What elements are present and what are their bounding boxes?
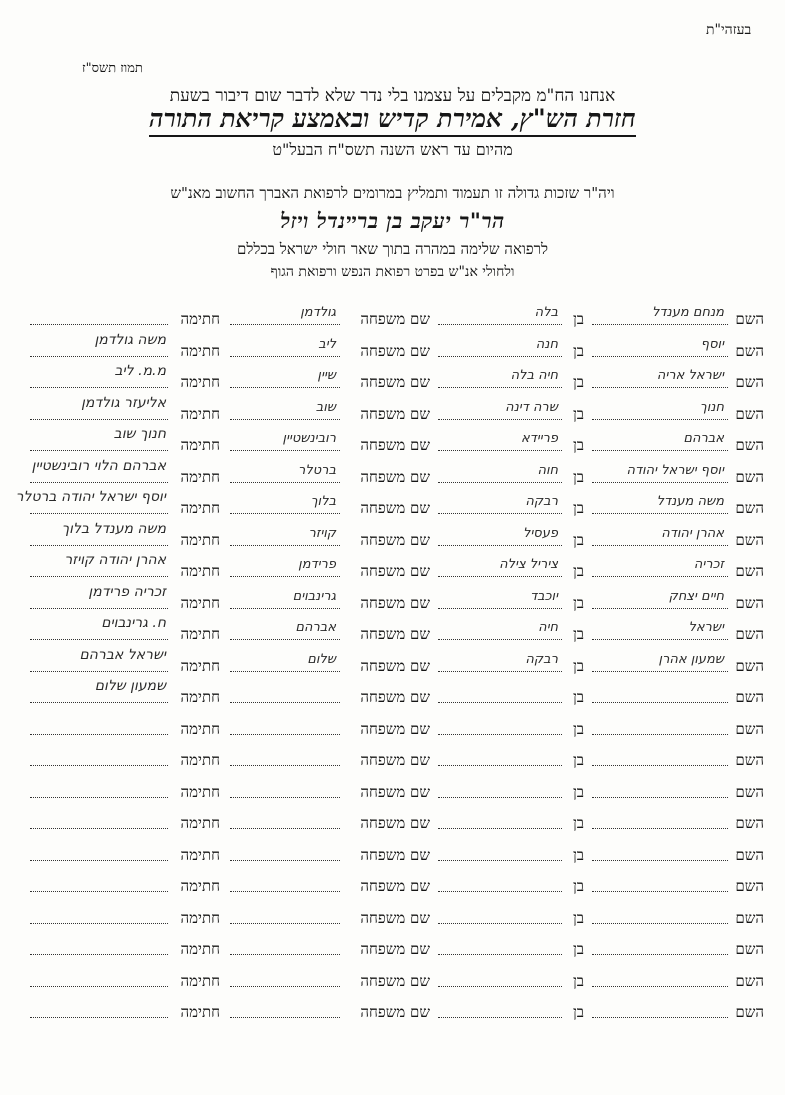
family-label: שם משפחה [360, 341, 430, 360]
family-entry: גרינבוים [292, 588, 336, 604]
signature-entry: משה גולדמן [94, 331, 166, 348]
ben-line [438, 877, 562, 892]
family-line [230, 783, 340, 798]
patient-name: הר"ר יעקב בן ברײנדל ויזל [280, 208, 505, 233]
ben-line [438, 783, 562, 798]
ben-entry: פעסיל [523, 525, 558, 541]
ben-label: בן [572, 1003, 584, 1021]
family-label: שם משפחה [360, 656, 430, 675]
family-entry: קויזר [308, 525, 336, 541]
table-row [28, 844, 764, 866]
signature-entry: יוסף ישראל יהודה ברטלר [15, 489, 166, 505]
family-label: שם משפחה [360, 908, 430, 927]
family-label: שם משפחה [360, 310, 430, 328]
name-label: השם [735, 971, 764, 990]
name-label: השם [735, 814, 764, 832]
signature-label: חתימה [180, 404, 220, 423]
ben-entry: חיה [538, 620, 558, 635]
ben-line [438, 972, 562, 987]
table-row [15, 489, 764, 519]
signature-line [30, 940, 168, 955]
signature-line [30, 751, 168, 766]
ben-line [438, 814, 562, 829]
family-label: שם משפחה [360, 719, 430, 738]
table-row [28, 583, 764, 614]
ben-label: בן [572, 373, 584, 391]
ben-label: בן [572, 751, 584, 769]
name-entry: ישראל אריה [656, 368, 724, 383]
family-label: שם משפחה [360, 373, 430, 391]
table-row [28, 812, 764, 834]
healing-line-2: ולחולי אנ"ש בפרט רפואת הנפש ורפואת הגוף [270, 264, 515, 280]
family-entry: שלום [307, 651, 336, 667]
ben-entry: רבקה [525, 494, 558, 509]
family-entry: אברהם [295, 620, 336, 635]
ben-label: בן [572, 530, 584, 549]
name-label: השם [735, 908, 764, 927]
signature-label: חתימה [180, 845, 220, 864]
signature-entry: משה מענדל בלוך [61, 520, 166, 537]
signature-label: חתימה [180, 688, 220, 706]
ben-label: בן [572, 562, 584, 580]
signature-label: חתימה [180, 310, 220, 328]
signature-label: חתימה [180, 625, 220, 643]
name-label: השם [735, 751, 764, 769]
ben-entry: רבקה [525, 651, 558, 667]
ben-line [438, 688, 562, 703]
name-entry: משה מענדל [656, 494, 724, 509]
signup-table [15, 305, 764, 1095]
ben-entry: בלה [534, 305, 558, 320]
name-line [592, 751, 728, 766]
table-row [28, 781, 764, 803]
table-row [28, 718, 764, 740]
ben-label: בן [572, 877, 584, 895]
name-line [592, 783, 728, 798]
name-label: השם [735, 562, 764, 580]
signature-entry: חנוך שוב [113, 426, 166, 442]
name-label: השם [735, 404, 764, 423]
signature-line [30, 814, 168, 829]
ben-label: בן [572, 940, 584, 958]
signature-entry: זכריה פרידמן [88, 583, 166, 600]
signature-label: חתימה [180, 436, 220, 454]
name-line [592, 720, 728, 735]
table-row [28, 615, 764, 645]
family-label: שם משפחה [360, 782, 430, 801]
family-line [230, 1003, 340, 1018]
name-label: השם [735, 1003, 764, 1021]
signature-label: חתימה [180, 940, 220, 958]
ben-label: בן [572, 656, 584, 675]
name-entry: זכריה [693, 557, 724, 572]
signature-line [30, 846, 168, 861]
signature-label: חתימה [180, 1003, 220, 1021]
table-row [28, 907, 764, 929]
table-row [28, 394, 764, 425]
name-entry: יוסף [700, 336, 724, 352]
name-line [592, 877, 728, 892]
table-row [28, 552, 764, 582]
pledge-period: מהיום עד ראש השנה תשס"ח הבעל"ט [272, 140, 513, 159]
ben-label: בן [572, 782, 584, 801]
ben-label: בן [572, 971, 584, 990]
ben-entry: חוה [537, 462, 558, 478]
family-entry: בלוך [310, 494, 336, 509]
signature-line [30, 877, 168, 892]
name-entry: יוסף ישראל יהודה [626, 462, 724, 478]
family-label: שם משפחה [360, 593, 430, 612]
signature-line [30, 972, 168, 987]
name-entry: מנחם מענדל [652, 305, 724, 320]
ben-label: בן [572, 814, 584, 832]
family-label: שם משפחה [360, 814, 430, 832]
table-row [28, 646, 764, 677]
signature-line [30, 1003, 168, 1018]
table-row [28, 331, 764, 362]
date-label: תמוז תשס"ז [82, 61, 143, 76]
ben-entry: חנה [535, 336, 558, 352]
ben-label: בן [572, 688, 584, 706]
pledge-line: אנחנו הח"מ מקבלים על עצמנו בלי נדר שלא לדבר שום דיבור בשעת [169, 86, 616, 106]
table-row [28, 1001, 764, 1023]
family-entry: ליב [318, 336, 336, 352]
name-line [592, 1003, 728, 1018]
signature-entry: אליעזר גולדמן [81, 394, 166, 411]
family-label: שם משפחה [360, 940, 430, 958]
ben-label: בן [572, 845, 584, 864]
signature-entry: אהרן יהודה קויזר [64, 552, 166, 568]
signature-label: חתימה [180, 593, 220, 612]
ben-label: בן [572, 467, 584, 486]
name-label: השם [735, 310, 764, 328]
family-line [230, 814, 340, 829]
ben-entry: יוכבד [530, 588, 558, 604]
signature-label: חתימה [180, 814, 220, 832]
name-label: השם [735, 341, 764, 360]
name-label: השם [735, 625, 764, 643]
name-label: השם [735, 499, 764, 517]
name-label: השם [735, 782, 764, 801]
name-label: השם [735, 940, 764, 958]
family-line [230, 751, 340, 766]
signature-entry: ח. גרינבוים [101, 615, 166, 631]
name-label: השם [735, 656, 764, 675]
name-line [592, 909, 728, 924]
name-label: השם [735, 373, 764, 391]
signature-entry: אברהם הלוי רובינשטיין [31, 457, 166, 474]
family-label: שם משפחה [360, 530, 430, 549]
ben-label: בן [572, 436, 584, 454]
name-label: השם [735, 530, 764, 549]
table-row [28, 938, 764, 960]
name-label: השם [735, 845, 764, 864]
family-label: שם משפחה [360, 499, 430, 517]
family-label: שם משפחה [360, 562, 430, 580]
table-row [28, 520, 764, 551]
ben-label: בן [572, 908, 584, 927]
ben-label: בן [572, 625, 584, 643]
family-entry: ברטלר [297, 462, 336, 478]
family-label: שם משפחה [360, 436, 430, 454]
name-entry: אהרן יהודה [661, 525, 724, 541]
family-label: שם משפחה [360, 971, 430, 990]
table-row [28, 875, 764, 897]
name-label: השם [735, 467, 764, 486]
pledge-title [0, 104, 785, 134]
signature-label: חתימה [180, 908, 220, 927]
name-entry: אברהם [683, 431, 724, 446]
name-label: השם [735, 688, 764, 706]
family-label: שם משפחה [360, 625, 430, 643]
signature-entry: מ.מ. ליב [114, 363, 166, 379]
family-line [230, 877, 340, 892]
ben-label: בן [572, 499, 584, 517]
family-label: שם משפחה [360, 688, 430, 706]
ben-entry: חיה בלה [510, 368, 558, 383]
signature-line [30, 909, 168, 924]
table-row [28, 426, 764, 456]
name-line [592, 688, 728, 703]
family-entry: שוב [315, 399, 336, 415]
corner-heading: בעזהי"ת [706, 22, 752, 38]
family-label: שם משפחה [360, 467, 430, 486]
family-label: שם משפחה [360, 845, 430, 864]
name-entry: שמעון אהרן [658, 651, 724, 667]
family-line [230, 972, 340, 987]
ben-line [438, 909, 562, 924]
ben-line [438, 720, 562, 735]
signature-entry: ישראל אברהם [79, 646, 166, 663]
pledge-title-text: חזרת הש"ץ, אמירת קדיש ובאמצע קריאת התורה [149, 104, 636, 137]
signature-label: חתימה [180, 530, 220, 549]
table-row [28, 749, 764, 771]
family-line [230, 940, 340, 955]
name-label: השם [735, 593, 764, 612]
signature-label: חתימה [180, 373, 220, 391]
signature-line [30, 720, 168, 735]
signature-label: חתימה [180, 877, 220, 895]
name-entry: חיים יצחק [668, 588, 724, 604]
name-entry: ישראל [688, 620, 724, 635]
signature-label: חתימה [180, 467, 220, 486]
name-label: השם [735, 877, 764, 895]
ben-entry: שרה דינה [505, 399, 558, 415]
signature-label: חתימה [180, 751, 220, 769]
name-line [592, 940, 728, 955]
ben-entry: פריידא [520, 431, 558, 446]
name-label: השם [735, 436, 764, 454]
signature-label: חתימה [180, 971, 220, 990]
healing-line: לרפואה שלימה במהרה בתוך שאר חולי ישראל בכללם [236, 240, 549, 258]
family-entry: רובינשטיין [282, 431, 336, 446]
signature-label: חתימה [180, 782, 220, 801]
family-line [230, 720, 340, 735]
table-row [28, 457, 764, 488]
ben-label: בן [572, 593, 584, 612]
ben-label: בן [572, 404, 584, 423]
family-label: שם משפחה [360, 404, 430, 423]
family-line [230, 688, 340, 703]
signature-label: חתימה [180, 719, 220, 738]
table-row [28, 363, 764, 393]
name-line [592, 972, 728, 987]
family-label: שם משפחה [360, 751, 430, 769]
merit-line: ויה"ר שזכות גדולה זו תעמוד ותמליץ במרומים לרפואת האברך החשוב מאנ"ש [170, 184, 615, 202]
table-row [28, 970, 764, 992]
signature-label: חתימה [180, 499, 220, 517]
table-row [28, 678, 764, 708]
signature-label: חתימה [180, 656, 220, 675]
family-line [230, 846, 340, 861]
signature-line [30, 310, 168, 325]
family-label: שם משפחה [360, 877, 430, 895]
signature-label: חתימה [180, 562, 220, 580]
ben-line [438, 751, 562, 766]
family-label: שם משפחה [360, 1003, 430, 1021]
name-label: השם [735, 719, 764, 738]
ben-line [438, 846, 562, 861]
family-line [230, 909, 340, 924]
name-line [592, 846, 728, 861]
name-entry: חנוך [699, 399, 724, 415]
ben-line [438, 1003, 562, 1018]
family-entry: פרידמן [298, 557, 336, 572]
ben-label: בן [572, 341, 584, 360]
signature-entry: שמעון שלום [94, 678, 166, 694]
name-line [592, 814, 728, 829]
ben-line [438, 940, 562, 955]
family-entry: שיין [317, 368, 336, 383]
ben-label: בן [572, 310, 584, 328]
family-entry: גולדמן [300, 305, 336, 320]
signature-line [30, 783, 168, 798]
signature-label: חתימה [180, 341, 220, 360]
ben-label: בן [572, 719, 584, 738]
table-row [28, 305, 764, 330]
ben-entry: ציריל צילה [499, 557, 558, 572]
